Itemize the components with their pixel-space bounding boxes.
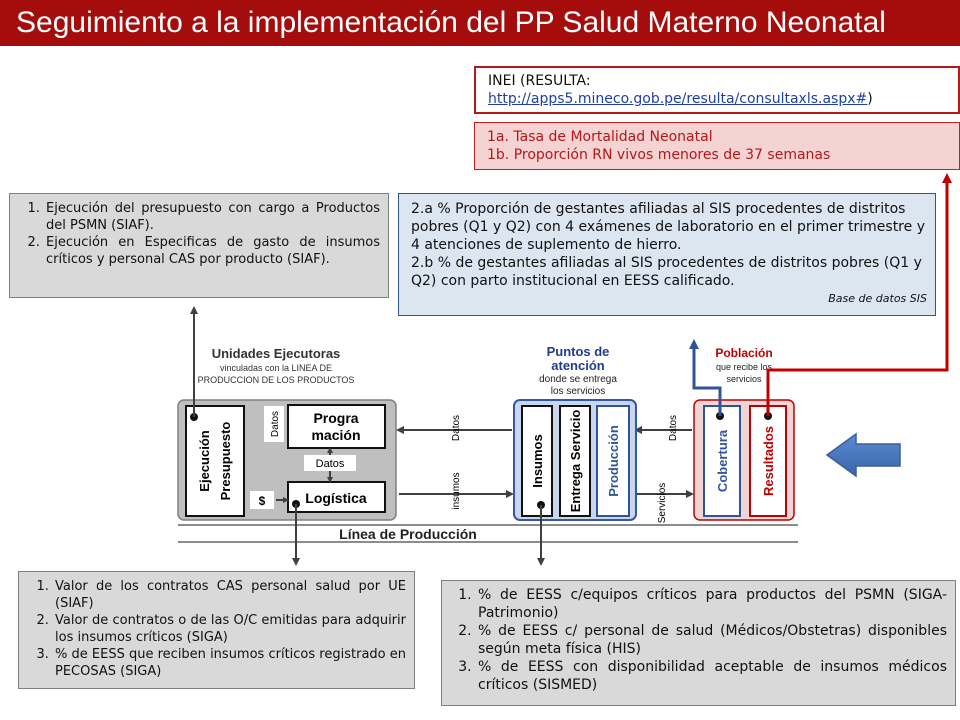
resultados-label: Resultados — [761, 425, 776, 497]
poblacion-title: Población — [715, 346, 773, 360]
page-title: Seguimiento a la implementación del PP Salud Materno Neonatal — [0, 0, 960, 46]
puntos-sub-2: los servicios — [550, 386, 606, 397]
logistics-indicators-box — [18, 571, 415, 689]
poblacion-sub-1: que recibe los — [715, 362, 773, 372]
indicator-1b: 1b. Proporción RN vivos menores de 37 semanas — [487, 147, 831, 163]
ue-title: Unidades Ejecutoras — [211, 346, 341, 361]
logistics-indicator-3: 3. % de EESS que reciben insumos críticos registrado en PECOSAS (SIGA) — [53, 646, 406, 680]
puntos-title-1: Puntos de — [546, 344, 610, 359]
indicator-1a: 1a. Tasa de Mortalidad Neonatal — [487, 129, 713, 145]
logistica-label: Logística — [305, 490, 367, 506]
entrega-label: Entrega Servicio — [568, 409, 583, 513]
inei-link[interactable]: http://apps5.mineco.gob.pe/resulta/consultaxls.aspx# — [488, 91, 868, 107]
inei-close: ) — [867, 91, 873, 107]
datos-label-left: Datos — [270, 410, 281, 438]
resultados-to-inei-arrow — [768, 178, 947, 416]
facility-indicator-2: 2. % de EESS c/ personal de salud (Médicos/Obstetras) disponibles según meta física (HIS) — [476, 622, 947, 658]
puntos-sub-1: donde se entrega — [539, 374, 617, 385]
puntos-title-2: atención — [551, 358, 605, 373]
servicios-flow-label: Servicios — [657, 482, 668, 524]
cobertura-label: Cobertura — [715, 429, 730, 493]
ue-subtitle-1: vinculadas con la LINEA DE — [219, 363, 333, 373]
programacion-label-2: mación — [311, 427, 361, 443]
linea-produccion-label: Línea de Producción — [339, 526, 477, 542]
programacion-label-1: Progra — [313, 410, 359, 426]
datos-flow-label-2: Datos — [668, 414, 679, 442]
insumos-flow-label: insumos — [451, 472, 462, 510]
budget-indicator-1: 1. Ejecución del presupuesto con cargo a Productos del PSMN (SIAF). — [44, 200, 380, 234]
big-left-arrow-icon — [827, 434, 900, 476]
produccion-label: Producción — [606, 425, 621, 497]
sis-source: Base de datos SIS — [828, 292, 927, 305]
ejecucion-presupuesto-box — [186, 406, 244, 516]
inei-label: INEI (RESULTA: — [488, 73, 591, 89]
facility-indicators-box — [441, 580, 956, 706]
poblacion-sub-2: servicios — [726, 374, 762, 384]
ue-subtitle-2: PRODUCCION DE LOS PRODUCTOS — [197, 375, 355, 385]
datos-label-middle: Datos — [315, 458, 345, 470]
dollar-label: $ — [258, 494, 266, 508]
logistics-indicator-1: 1. Valor de los contratos CAS personal salud por UE (SIAF) — [53, 578, 406, 612]
ejecucion-label-2: Presupuesto — [218, 421, 233, 501]
facility-indicator-1: 1. % de EESS c/equipos críticos para productos del PSMN (SIGA-Patrimonio) — [476, 586, 947, 622]
ejecucion-label-1: Ejecución — [197, 430, 212, 492]
facility-indicator-3: 3. % de EESS con disponibilidad aceptable de insumos médicos críticos (SISMED) — [476, 658, 947, 694]
sis-indicator-2a: 2.a % Proporción de gestantes afiliadas al SIS procedentes de distritos pobres (Q1 y Q2) con 4 exámenes de laboratorio en el primer trimestre y 4 atenciones de suplemento de hierro. — [411, 201, 925, 253]
insumos-label: Insumos — [530, 434, 545, 488]
logistics-indicator-2: 2. Valor de contratos o de las O/C emitidas para adquirir los insumos críticos (SIGA) — [53, 612, 406, 646]
datos-flow-label: Datos — [451, 414, 462, 442]
sis-indicator-2b: 2.b % de gestantes afiliadas al SIS procedentes de distritos pobres (Q1 y Q2) con parto institucional en EESS calificado. — [411, 255, 922, 289]
budget-indicator-2: 2. Ejecución en Especificas de gasto de insumos críticos y personal CAS por producto (SIAF). — [44, 234, 380, 268]
